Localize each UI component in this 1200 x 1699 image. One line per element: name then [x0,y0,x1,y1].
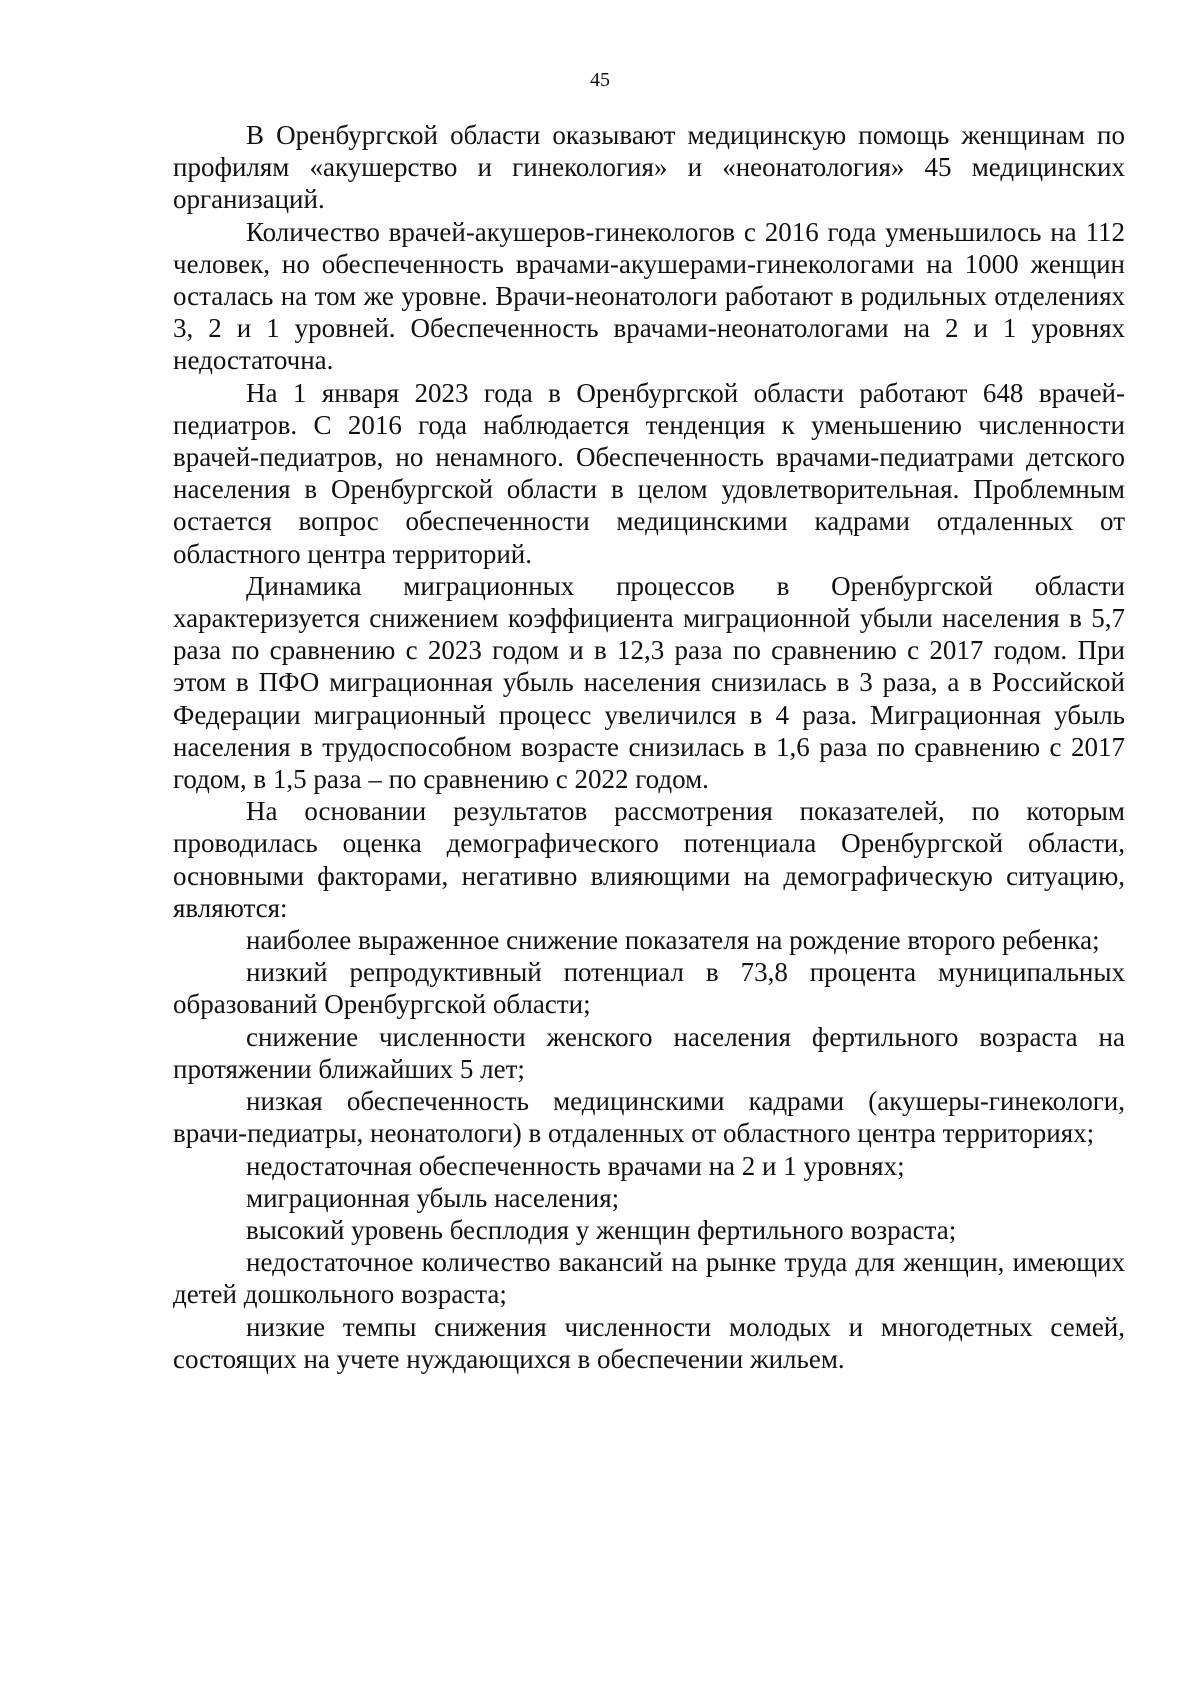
paragraph-medical-organizations: В Оренбургской области оказывают медицинскую помощь женщинам по профилям «акушерство и гинекология» и «неонатология» 45 медицинских организаций. [173,120,1125,215]
list-item-second-child-birth: наиболее выраженное снижение показателя на рождение второго ребенка; [246,925,1100,956]
paragraph-negative-factors-intro: На основании результатов рассмотрения показателей, по которым проводилась оценка демографического потенциала Оренбургской области, основными факторами, негативно влияющими на демографическую ситуацию, являются: [173,796,1125,923]
list-item-housing-families: низкие темпы снижения численности молодых и многодетных семей, состоящих на учете нуждающихся в обеспечении жильем. [173,1311,1125,1374]
page-number: 45 [590,69,610,91]
list-item-reproductive-potential: низкий репродуктивный потенциал в 73,8 процента муниципальных образований Оренбургской области; [173,957,1125,1020]
paragraph-pediatricians: На 1 января 2023 года в Оренбургской области работают 648 врачей-педиатров. С 2016 года наблюдается тенденция к уменьшению численности врачей-педиатров, но ненамного. Обеспеченность врачами-педиатрами детского населения в Оренбургской области в целом удовлетворительная. Проблемным остается вопрос обеспеченности медицинскими кадрами отдаленных от областного центра территорий. [173,377,1125,569]
paragraph-migration: Динамика миграционных процессов в Оренбургской области характеризуется снижением коэффициента миграционной убыли населения в 5,7 раза по сравнению с 2023 годом и в 12,3 раза по сравнению с 2017 годом. При этом в ПФО миграционная убыль населения снизилась в 3 раза, а в Российской Федерации миграционный процесс увеличился в 4 раза. Миграционная убыль населения в трудоспособном возрасте снизилась в 1,6 раза по сравнению с 2017 годом, в 1,5 раза – по сравнению с 2022 годом. [173,570,1125,795]
body-text [173,119,1125,1375]
list-item-doctor-provision: недостаточная обеспеченность врачами на 2 и 1 уровнях; [246,1150,905,1181]
list-item-medical-staff: низкая обеспеченность медицинскими кадрами (акушеры-гинекологи, врачи-педиатры, неонатологи) в отдаленных от областного центра территориях; [173,1086,1125,1149]
list-item-female-population: снижение численности женского населения фертильного возраста на протяжении ближайших 5 лет; [173,1021,1125,1084]
paragraph-obstetricians: Количество врачей-акушеров-гинекологов с 2016 года уменьшилось на 112 человек, но обеспеченность врачами-акушерами-гинекологами на 1000 женщин осталась на том же уровне. Врачи-неонатологи работают в родильных отделениях 3, 2 и 1 уровней. Обеспеченность врачами-неонатологами на 2 и 1 уровнях недостаточна. [173,216,1125,376]
list-item-infertility: высокий уровень бесплодия у женщин фертильного возраста; [246,1214,957,1245]
list-item-migration-loss: миграционная убыль населения; [246,1182,620,1213]
list-item-job-vacancies: недостаточное количество вакансий на рынке труда для женщин, имеющих детей дошкольного возраста; [173,1247,1125,1310]
